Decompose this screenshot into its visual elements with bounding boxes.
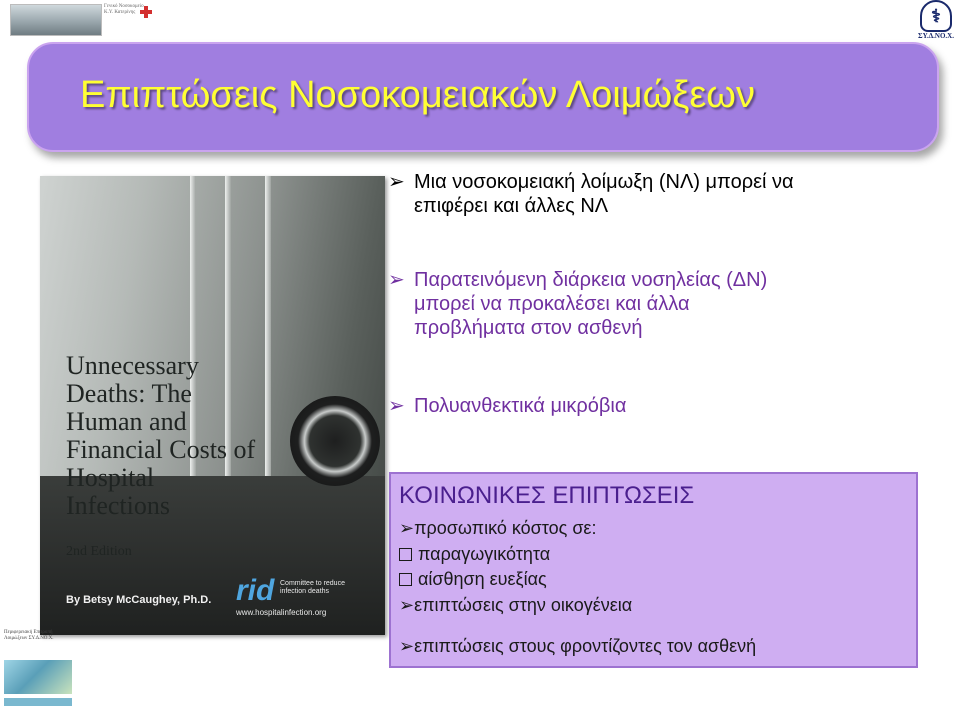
checkbox-bullet-icon	[399, 573, 412, 586]
bullet-multiresistant	[388, 394, 626, 418]
bullet-text: επιφέρει και άλλες ΝΛ	[414, 195, 609, 217]
social-item	[399, 518, 596, 539]
social-item	[399, 636, 756, 657]
social-item-text: παραγωγικότητα	[418, 544, 551, 564]
arrow-bullet-icon: ➢	[399, 518, 415, 538]
book-url: www.hospitalinfection.org	[236, 608, 327, 617]
checkbox-bullet-icon	[399, 548, 412, 561]
arrow-bullet-icon: ➢	[388, 171, 405, 193]
arrow-bullet-icon: ➢	[399, 595, 415, 615]
sydnox-logo-text: ΣΥ.Δ.ΝΟ.Χ.	[918, 32, 954, 40]
bullet-text: Παρατεινόμενη διάρκεια νοσηλείας (ΔΝ)	[414, 269, 768, 291]
committee-logo-band	[4, 698, 72, 706]
committee-logo-image	[4, 660, 72, 694]
bullet-text: προβλήματα στον ασθενή	[414, 317, 643, 339]
social-item-text: επιπτώσεις στους φροντίζοντες τον ασθενή	[414, 636, 757, 656]
wheel-decoration	[290, 396, 380, 486]
bullet-text: Μια νοσοκομειακή λοίμωξη (ΝΛ) μπορεί να	[414, 171, 794, 193]
book-cover-image	[40, 176, 385, 635]
bullet-prolonged-stay	[388, 268, 767, 340]
arrow-bullet-icon: ➢	[388, 395, 405, 417]
book-author: By Betsy McCaughey, Ph.D.	[66, 594, 212, 606]
social-item	[399, 595, 632, 616]
book-title: Unnecessary Deaths: The Human and Financial Costs of Hospital Infections	[66, 351, 256, 520]
hospital-logo-image	[10, 4, 102, 36]
social-item	[399, 544, 550, 565]
bullet-secondary-infections	[388, 170, 794, 218]
bullet-text: Πολυανθεκτικά μικρόβια	[414, 395, 627, 417]
arrow-bullet-icon: ➢	[399, 636, 415, 656]
sydnox-emblem-icon: ⚕	[920, 0, 952, 32]
bullet-text: μπορεί να προκαλέσει και άλλα	[414, 293, 690, 315]
book-edition: 2nd Edition	[66, 544, 132, 559]
red-cross-icon	[140, 6, 152, 18]
social-item-text: προσωπικό κόστος σε:	[414, 518, 597, 538]
bed-rail-decoration	[265, 176, 271, 496]
committee-logo-text: Περιφερειακή Επιτροπή Λοιμώξεων ΣΥ.Δ.ΝΟ.Χ.	[4, 630, 54, 641]
social-item-text: επιπτώσεις στην οικογένεια	[414, 595, 633, 615]
rid-tagline: Committee to reduce infection deaths	[280, 580, 345, 595]
social-item-text: αίσθηση ευεξίας	[418, 569, 547, 589]
sydnox-logo	[918, 0, 954, 40]
social-item	[399, 569, 547, 590]
hospital-logo-text: Γενικό Νοσοκομείο Κ.Υ. Κατερίνης	[104, 4, 144, 15]
arrow-bullet-icon: ➢	[388, 269, 405, 291]
slide-title: Επιπτώσεις Νοσοκομειακών Λοιμώξεων	[80, 74, 755, 116]
rid-logo: rid	[236, 574, 275, 607]
social-impacts-box	[389, 472, 918, 668]
social-impacts-heading: ΚΟΙΝΩΝΙΚΕΣ ΕΠΙΠΤΩΣΕΙΣ	[399, 482, 695, 509]
